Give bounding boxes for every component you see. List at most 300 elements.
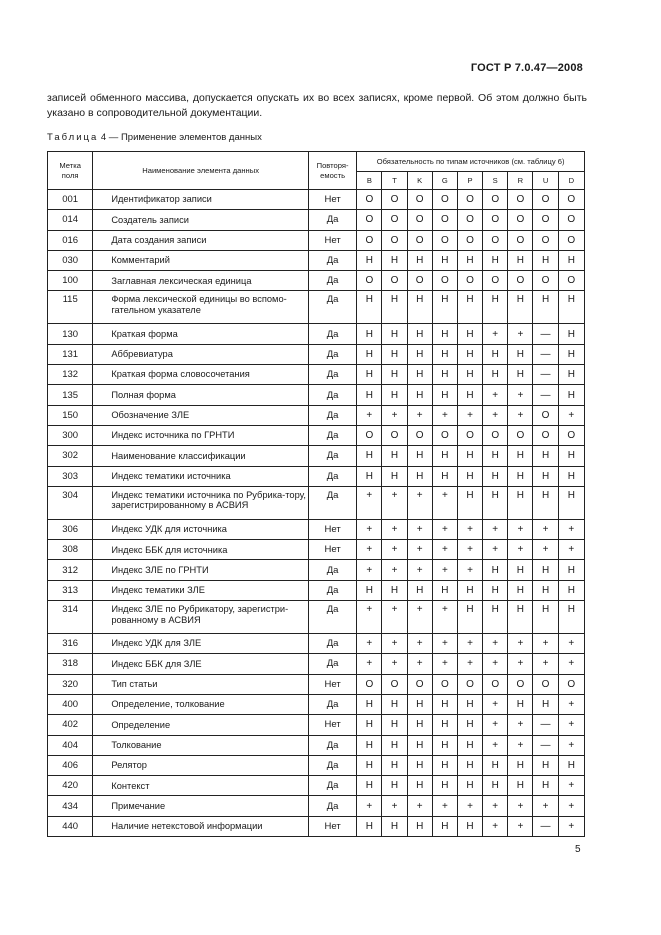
- requirement-mark: H: [357, 694, 382, 714]
- table-row: [48, 654, 585, 674]
- requirement-mark: H: [533, 446, 558, 466]
- table-row: [48, 250, 585, 270]
- table-row: [48, 715, 585, 735]
- requirement-mark: H: [432, 694, 457, 714]
- requirement-mark: +: [357, 654, 382, 674]
- requirement-mark: H: [457, 715, 482, 735]
- requirement-mark: H: [483, 776, 508, 796]
- header-type-d: D: [558, 172, 584, 190]
- requirement-mark: H: [407, 735, 432, 755]
- element-name: Индекс УДК для источника: [93, 519, 309, 539]
- requirement-mark: O: [382, 271, 407, 291]
- requirement-mark: +: [432, 486, 457, 519]
- repeatability: Нет: [308, 674, 356, 694]
- requirement-mark: +: [508, 519, 533, 539]
- repeatability: Да: [308, 735, 356, 755]
- repeatability: Да: [308, 385, 356, 405]
- requirement-mark: H: [533, 250, 558, 270]
- requirement-mark: O: [457, 271, 482, 291]
- table-row: [48, 291, 585, 324]
- requirement-mark: +: [508, 816, 533, 836]
- requirement-mark: H: [483, 291, 508, 324]
- requirement-mark: +: [483, 816, 508, 836]
- repeatability: Да: [308, 776, 356, 796]
- requirement-mark: H: [558, 324, 584, 344]
- requirement-mark: H: [508, 601, 533, 634]
- requirement-mark: O: [508, 190, 533, 210]
- table-row: [48, 674, 585, 694]
- field-code: 150: [48, 405, 93, 425]
- table-row: [48, 519, 585, 539]
- element-name: Аббревиатура: [93, 344, 309, 364]
- page-number: 5: [575, 844, 581, 855]
- element-name: Релятор: [93, 755, 309, 775]
- table-row: [48, 694, 585, 714]
- requirement-mark: +: [508, 324, 533, 344]
- requirement-mark: H: [508, 580, 533, 600]
- repeatability: Нет: [308, 715, 356, 735]
- requirement-mark: +: [382, 560, 407, 580]
- requirement-mark: +: [508, 385, 533, 405]
- field-code: 304: [48, 486, 93, 519]
- requirement-mark: H: [533, 776, 558, 796]
- requirement-mark: H: [533, 601, 558, 634]
- requirement-mark: O: [457, 425, 482, 445]
- requirement-mark: O: [508, 210, 533, 230]
- requirement-mark: H: [483, 601, 508, 634]
- requirement-mark: H: [382, 324, 407, 344]
- requirement-mark: H: [432, 715, 457, 735]
- field-code: 318: [48, 654, 93, 674]
- requirement-mark: +: [357, 601, 382, 634]
- requirement-mark: H: [382, 250, 407, 270]
- requirement-mark: +: [508, 654, 533, 674]
- requirement-mark: O: [382, 210, 407, 230]
- requirement-mark: H: [357, 466, 382, 486]
- requirement-mark: H: [558, 344, 584, 364]
- requirement-mark: +: [382, 796, 407, 816]
- element-name: Заглавная лексическая единица: [93, 271, 309, 291]
- requirement-mark: +: [483, 694, 508, 714]
- requirement-mark: +: [457, 405, 482, 425]
- requirement-mark: +: [483, 654, 508, 674]
- repeatability: Да: [308, 365, 356, 385]
- table-row: [48, 466, 585, 486]
- field-code: 303: [48, 466, 93, 486]
- requirement-mark: H: [558, 365, 584, 385]
- requirement-mark: O: [432, 674, 457, 694]
- requirement-mark: +: [558, 405, 584, 425]
- requirement-mark: H: [407, 365, 432, 385]
- requirement-mark: +: [357, 405, 382, 425]
- table-row: [48, 344, 585, 364]
- requirement-mark: +: [558, 776, 584, 796]
- requirement-mark: O: [457, 190, 482, 210]
- requirement-mark: H: [457, 446, 482, 466]
- requirement-mark: +: [483, 735, 508, 755]
- requirement-mark: —: [533, 385, 558, 405]
- requirement-mark: +: [407, 486, 432, 519]
- requirement-mark: H: [457, 486, 482, 519]
- table-row: [48, 365, 585, 385]
- requirement-mark: +: [357, 796, 382, 816]
- element-name: Индекс ЗЛЕ по ГРНТИ: [93, 560, 309, 580]
- requirement-mark: H: [357, 715, 382, 735]
- requirement-mark: H: [407, 344, 432, 364]
- requirement-mark: +: [382, 634, 407, 654]
- requirement-mark: H: [407, 250, 432, 270]
- requirement-mark: +: [533, 654, 558, 674]
- requirement-mark: H: [432, 365, 457, 385]
- requirement-mark: H: [382, 715, 407, 735]
- field-code: 406: [48, 755, 93, 775]
- requirement-mark: O: [357, 674, 382, 694]
- repeatability: Да: [308, 796, 356, 816]
- requirement-mark: H: [508, 486, 533, 519]
- requirement-mark: +: [382, 654, 407, 674]
- element-name: Идентификатор записи: [93, 190, 309, 210]
- requirement-mark: H: [533, 694, 558, 714]
- requirement-mark: H: [357, 816, 382, 836]
- table-row: [48, 405, 585, 425]
- requirement-mark: +: [483, 519, 508, 539]
- requirement-mark: O: [533, 190, 558, 210]
- field-code: 100: [48, 271, 93, 291]
- requirement-mark: O: [457, 210, 482, 230]
- data-elements-table: [47, 151, 585, 837]
- requirement-mark: +: [457, 560, 482, 580]
- table-row: [48, 634, 585, 654]
- requirement-mark: +: [357, 486, 382, 519]
- requirement-mark: +: [558, 654, 584, 674]
- requirement-mark: —: [533, 715, 558, 735]
- requirement-mark: +: [382, 519, 407, 539]
- table-row: [48, 210, 585, 230]
- requirement-mark: O: [533, 210, 558, 230]
- repeatability: Да: [308, 580, 356, 600]
- requirement-mark: O: [457, 674, 482, 694]
- field-code: 302: [48, 446, 93, 466]
- requirement-mark: O: [432, 230, 457, 250]
- table-caption-prefix: Таблица: [47, 132, 99, 143]
- header-type-r: R: [508, 172, 533, 190]
- repeatability: Да: [308, 601, 356, 634]
- repeatability: Да: [308, 291, 356, 324]
- field-code: 420: [48, 776, 93, 796]
- element-name: Комментарий: [93, 250, 309, 270]
- header-code: Метка поля: [48, 152, 93, 190]
- requirement-mark: +: [558, 816, 584, 836]
- requirement-mark: H: [483, 344, 508, 364]
- requirement-mark: +: [432, 540, 457, 560]
- element-name: Индекс источника по ГРНТИ: [93, 425, 309, 445]
- requirement-mark: H: [382, 580, 407, 600]
- requirement-mark: O: [558, 210, 584, 230]
- field-code: 312: [48, 560, 93, 580]
- requirement-mark: H: [457, 385, 482, 405]
- table-row: [48, 425, 585, 445]
- requirement-mark: H: [432, 324, 457, 344]
- requirement-mark: O: [483, 674, 508, 694]
- table-row: [48, 446, 585, 466]
- requirement-mark: H: [407, 324, 432, 344]
- requirement-mark: H: [483, 250, 508, 270]
- requirement-mark: H: [382, 466, 407, 486]
- repeatability: Да: [308, 755, 356, 775]
- requirement-mark: +: [407, 560, 432, 580]
- repeatability: Да: [308, 210, 356, 230]
- repeatability: Да: [308, 654, 356, 674]
- element-name: Индекс тематики источника: [93, 466, 309, 486]
- element-name: Наличие нетекстовой информации: [93, 816, 309, 836]
- requirement-mark: O: [407, 674, 432, 694]
- repeatability: Нет: [308, 190, 356, 210]
- element-name: Индекс УДК для ЗЛЕ: [93, 634, 309, 654]
- requirement-mark: H: [558, 446, 584, 466]
- header-name: Наименование элемента данных: [93, 152, 309, 190]
- repeatability: Да: [308, 405, 356, 425]
- table-row: [48, 560, 585, 580]
- requirement-mark: +: [457, 540, 482, 560]
- requirement-mark: +: [558, 796, 584, 816]
- field-code: 316: [48, 634, 93, 654]
- requirement-mark: H: [457, 755, 482, 775]
- requirement-mark: H: [407, 816, 432, 836]
- requirement-mark: H: [357, 755, 382, 775]
- requirement-mark: +: [483, 715, 508, 735]
- requirement-mark: H: [533, 755, 558, 775]
- field-code: 130: [48, 324, 93, 344]
- field-code: 313: [48, 580, 93, 600]
- requirement-mark: H: [508, 694, 533, 714]
- repeatability: Да: [308, 425, 356, 445]
- requirement-mark: +: [483, 405, 508, 425]
- repeatability: Да: [308, 324, 356, 344]
- requirement-mark: O: [558, 230, 584, 250]
- requirement-mark: +: [558, 715, 584, 735]
- requirement-mark: O: [407, 425, 432, 445]
- requirement-mark: +: [407, 796, 432, 816]
- requirement-mark: +: [483, 796, 508, 816]
- requirement-mark: +: [407, 601, 432, 634]
- requirement-mark: H: [558, 385, 584, 405]
- requirement-mark: H: [483, 580, 508, 600]
- element-name: Толкование: [93, 735, 309, 755]
- requirement-mark: H: [382, 385, 407, 405]
- requirement-mark: H: [508, 344, 533, 364]
- requirement-mark: +: [457, 796, 482, 816]
- requirement-mark: O: [508, 230, 533, 250]
- requirement-mark: O: [432, 271, 457, 291]
- requirement-mark: H: [432, 466, 457, 486]
- requirement-mark: H: [457, 250, 482, 270]
- field-code: 001: [48, 190, 93, 210]
- requirement-mark: +: [432, 560, 457, 580]
- element-name: Индекс тематики источника по Рубрика-тору, зарегистрированному в АСВИЯ: [93, 486, 309, 519]
- requirement-mark: O: [357, 425, 382, 445]
- requirement-mark: O: [407, 230, 432, 250]
- requirement-mark: H: [407, 715, 432, 735]
- repeatability: Да: [308, 271, 356, 291]
- repeatability: Да: [308, 466, 356, 486]
- requirement-mark: H: [357, 365, 382, 385]
- requirement-mark: H: [483, 560, 508, 580]
- requirement-mark: H: [357, 580, 382, 600]
- requirement-mark: +: [533, 796, 558, 816]
- requirement-mark: H: [382, 344, 407, 364]
- requirement-mark: H: [558, 560, 584, 580]
- table-row: [48, 816, 585, 836]
- requirement-mark: H: [407, 446, 432, 466]
- field-code: 016: [48, 230, 93, 250]
- requirement-mark: H: [558, 601, 584, 634]
- repeatability: Да: [308, 694, 356, 714]
- requirement-mark: O: [357, 271, 382, 291]
- element-name: Создатель записи: [93, 210, 309, 230]
- element-name: Индекс ББК для ЗЛЕ: [93, 654, 309, 674]
- repeatability: Да: [308, 486, 356, 519]
- requirement-mark: +: [407, 654, 432, 674]
- requirement-mark: H: [432, 344, 457, 364]
- element-name: Примечание: [93, 796, 309, 816]
- requirement-mark: H: [432, 446, 457, 466]
- requirement-mark: +: [432, 519, 457, 539]
- header-type-u: U: [533, 172, 558, 190]
- requirement-mark: H: [533, 560, 558, 580]
- requirement-mark: +: [508, 715, 533, 735]
- requirement-mark: H: [457, 344, 482, 364]
- requirement-mark: O: [382, 190, 407, 210]
- requirement-mark: O: [407, 190, 432, 210]
- requirement-mark: O: [483, 210, 508, 230]
- repeatability: Да: [308, 344, 356, 364]
- requirement-mark: H: [357, 291, 382, 324]
- requirement-mark: H: [407, 291, 432, 324]
- requirement-mark: O: [432, 425, 457, 445]
- requirement-mark: +: [508, 405, 533, 425]
- requirement-mark: H: [483, 486, 508, 519]
- element-name: Наименование классификации: [93, 446, 309, 466]
- field-code: 030: [48, 250, 93, 270]
- element-name: Определение: [93, 715, 309, 735]
- requirement-mark: O: [432, 210, 457, 230]
- requirement-mark: H: [508, 560, 533, 580]
- requirement-mark: H: [382, 694, 407, 714]
- requirement-mark: H: [533, 466, 558, 486]
- requirement-mark: H: [357, 324, 382, 344]
- requirement-mark: H: [382, 365, 407, 385]
- element-name: Индекс ЗЛЕ по Рубрикатору, зарегистри-рованному в АСВИЯ: [93, 601, 309, 634]
- requirement-mark: H: [533, 580, 558, 600]
- element-name: Определение, толкование: [93, 694, 309, 714]
- field-code: 132: [48, 365, 93, 385]
- requirement-mark: +: [382, 540, 407, 560]
- requirement-mark: +: [558, 735, 584, 755]
- table-caption: [47, 132, 262, 143]
- field-code: 400: [48, 694, 93, 714]
- table-row: [48, 190, 585, 210]
- element-name: Форма лексической единицы во вспомо-гательном указателе: [93, 291, 309, 324]
- requirement-mark: H: [508, 365, 533, 385]
- requirement-mark: O: [558, 190, 584, 210]
- requirement-mark: —: [533, 816, 558, 836]
- element-name: Индекс тематики ЗЛЕ: [93, 580, 309, 600]
- requirement-mark: O: [357, 190, 382, 210]
- header-type-g: G: [432, 172, 457, 190]
- requirement-mark: O: [558, 674, 584, 694]
- requirement-mark: H: [357, 446, 382, 466]
- requirement-mark: O: [533, 405, 558, 425]
- requirement-mark: O: [483, 230, 508, 250]
- requirement-mark: O: [483, 425, 508, 445]
- requirement-mark: O: [533, 271, 558, 291]
- requirement-mark: H: [558, 250, 584, 270]
- requirement-mark: H: [407, 755, 432, 775]
- requirement-mark: +: [533, 540, 558, 560]
- requirement-mark: +: [508, 634, 533, 654]
- requirement-mark: +: [457, 634, 482, 654]
- requirement-mark: +: [382, 486, 407, 519]
- repeatability: Да: [308, 446, 356, 466]
- field-code: 131: [48, 344, 93, 364]
- requirement-mark: H: [357, 250, 382, 270]
- requirement-mark: +: [483, 634, 508, 654]
- field-code: 314: [48, 601, 93, 634]
- intro-paragraph: записей обменного массива, допускается опускать их во всех записях, кроме первой. Об этом должно быть указано в сопроводительной документации.: [47, 92, 587, 119]
- requirement-mark: H: [508, 250, 533, 270]
- requirement-mark: O: [533, 230, 558, 250]
- requirement-mark: O: [382, 674, 407, 694]
- requirement-mark: O: [533, 674, 558, 694]
- header-type-b: B: [357, 172, 382, 190]
- requirement-mark: H: [457, 365, 482, 385]
- requirement-mark: H: [508, 466, 533, 486]
- field-code: 402: [48, 715, 93, 735]
- requirement-mark: H: [483, 466, 508, 486]
- requirement-mark: +: [533, 634, 558, 654]
- requirement-mark: H: [382, 735, 407, 755]
- table-row: [48, 776, 585, 796]
- table-row: [48, 796, 585, 816]
- requirement-mark: —: [533, 344, 558, 364]
- requirement-mark: H: [483, 446, 508, 466]
- requirement-mark: O: [558, 425, 584, 445]
- requirement-mark: +: [432, 796, 457, 816]
- requirement-mark: +: [432, 405, 457, 425]
- requirement-mark: +: [382, 405, 407, 425]
- table-row: [48, 385, 585, 405]
- requirement-mark: O: [483, 271, 508, 291]
- requirement-mark: —: [533, 324, 558, 344]
- requirement-mark: +: [357, 519, 382, 539]
- header-type-p: P: [457, 172, 482, 190]
- requirement-mark: +: [407, 519, 432, 539]
- requirement-mark: O: [508, 271, 533, 291]
- requirement-mark: H: [432, 250, 457, 270]
- header-type-k: K: [407, 172, 432, 190]
- header-type-s: S: [483, 172, 508, 190]
- requirement-mark: +: [508, 735, 533, 755]
- requirement-mark: +: [483, 324, 508, 344]
- requirement-mark: +: [382, 601, 407, 634]
- requirement-mark: H: [457, 694, 482, 714]
- table-row: [48, 540, 585, 560]
- field-code: 300: [48, 425, 93, 445]
- requirement-mark: H: [457, 816, 482, 836]
- requirement-mark: H: [432, 735, 457, 755]
- header-repeatability: Повторя-емость: [308, 152, 356, 190]
- header-requirement: Обязательность по типам источников (см. таблицу 6): [357, 152, 585, 172]
